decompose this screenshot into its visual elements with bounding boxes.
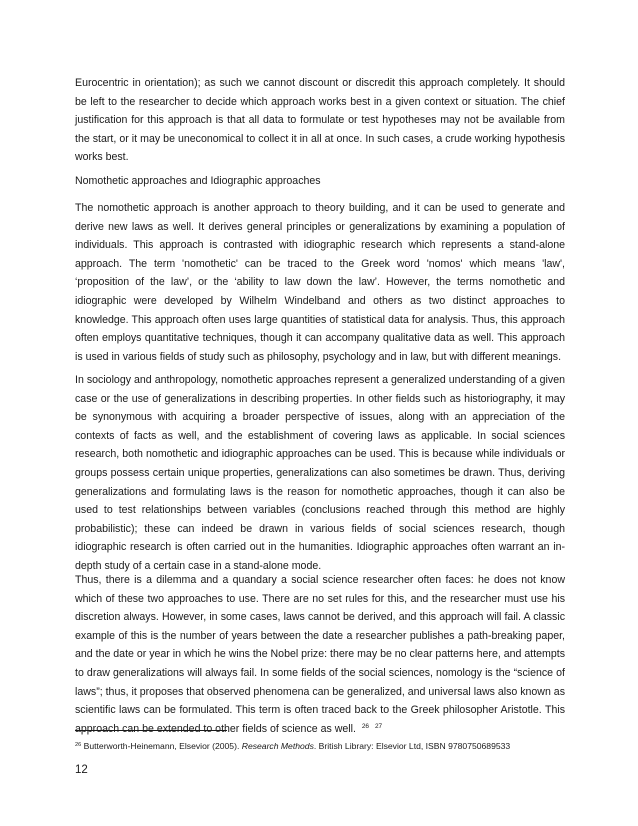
page-number: 12 <box>75 764 88 776</box>
paragraph-3-text: In sociology and anthropology, nomothetic approaches represent a generalized understanding of a given case or the use of generalizations in describing properties. In other fields such as historiography, it may be synonymous with acquiring a broader perspective of issues, along with an appreciation of the contexts of facts as well, and the establishment of covering laws as applicable. In social sciences research, both nomothetic and idiographic approaches can be used. This is because while individuals or groups possess certain unique properties, generalizations can also sometimes be drawn. Thus, deriving generalizations and formulating laws is the reason for nomothetic approaches, though it can also be used to test relationships between variables (conclusions reached through this method are highly probabilistic); these can indeed be drawn in various fields of social sciences research, though idiographic research is often carried out in the humanities. Idiographic approaches often warrant an in-depth study of a certain case in a stand-alone mode. <box>75 374 565 572</box>
section-heading-text: Nomothetic approaches and Idiographic approaches <box>75 175 321 187</box>
paragraph-3 <box>75 371 565 576</box>
footnote-text-before: Butterworth-Heinemann, Elsevior (2005). <box>81 741 242 751</box>
footnote-text-after: . British Library: Elsevior Ltd, ISBN 9780750689533 <box>313 741 511 751</box>
section-heading <box>75 172 565 191</box>
paragraph-1 <box>75 74 565 167</box>
paragraph-2 <box>75 199 565 366</box>
paragraph-4 <box>75 571 565 738</box>
footnote <box>75 740 575 752</box>
paragraph-4-wrapper <box>75 571 565 738</box>
footnote-ref-26[interactable]: 26 <box>361 722 370 730</box>
footnote-ref-27[interactable]: 27 <box>374 722 383 730</box>
paragraph-4-text: Thus, there is a dilemma and a quandary a social science researcher often faces: he does not know which of these two approaches to use. There are no set rules for this, and the researcher must use his discretion always. However, in some cases, laws cannot be derived, and this approach will fail. A classic example of this is the number of years between the date a researcher publishes a path-breaking paper, and the date or year in which he wins the Nobel prize: there may be no clear patterns here, and attempts to draw generalizations will always fail. In some fields of the social sciences, nomology is the “science of laws”; thus, it proposes that observed phenomena can be generalized, and universal laws also known as scientific laws can be formulated. This term is often traced back to the Greek philosopher Aristotle. This approach can be extended to other fields of science as well. <box>75 574 565 735</box>
paragraph-1-text: Eurocentric in orientation); as such we cannot discount or discredit this approach completely. It should be left to the researcher to decide which approach works best in a given context or situation. The chief justification for this approach is that all data to formulate or test hypotheses may not be available from the start, or it may be uneconomical to collect it in all at once. In such cases, a crude working hypothesis works best. <box>75 77 565 164</box>
footnote-number: 26 <box>75 742 82 748</box>
paragraph-2-text: The nomothetic approach is another approach to theory building, and it can be used to generate and derive new laws as well. It derives general principles or generalizations by examining a population of individuals. This approach is contrasted with idiographic research which represents a stand-alone approach. The term 'nomothetic' can be traced to the Greek word 'nomos' which means 'law', ‘proposition of the law’, or the ‘ability to law down the law’. However, the terms nomothetic and idiographic were developed by Wilhelm Windelband and others as two distinct approaches to knowledge. This approach often uses large quantities of statistical data for analysis. Thus, this approach often employs quantitative techniques, though it can accompany qualitative data as well. This approach is used in various fields of study such as philosophy, psychology and in law, but with different meanings. <box>75 202 565 363</box>
footnote-title: Research Methods <box>241 741 314 751</box>
footnote-separator <box>75 730 227 731</box>
